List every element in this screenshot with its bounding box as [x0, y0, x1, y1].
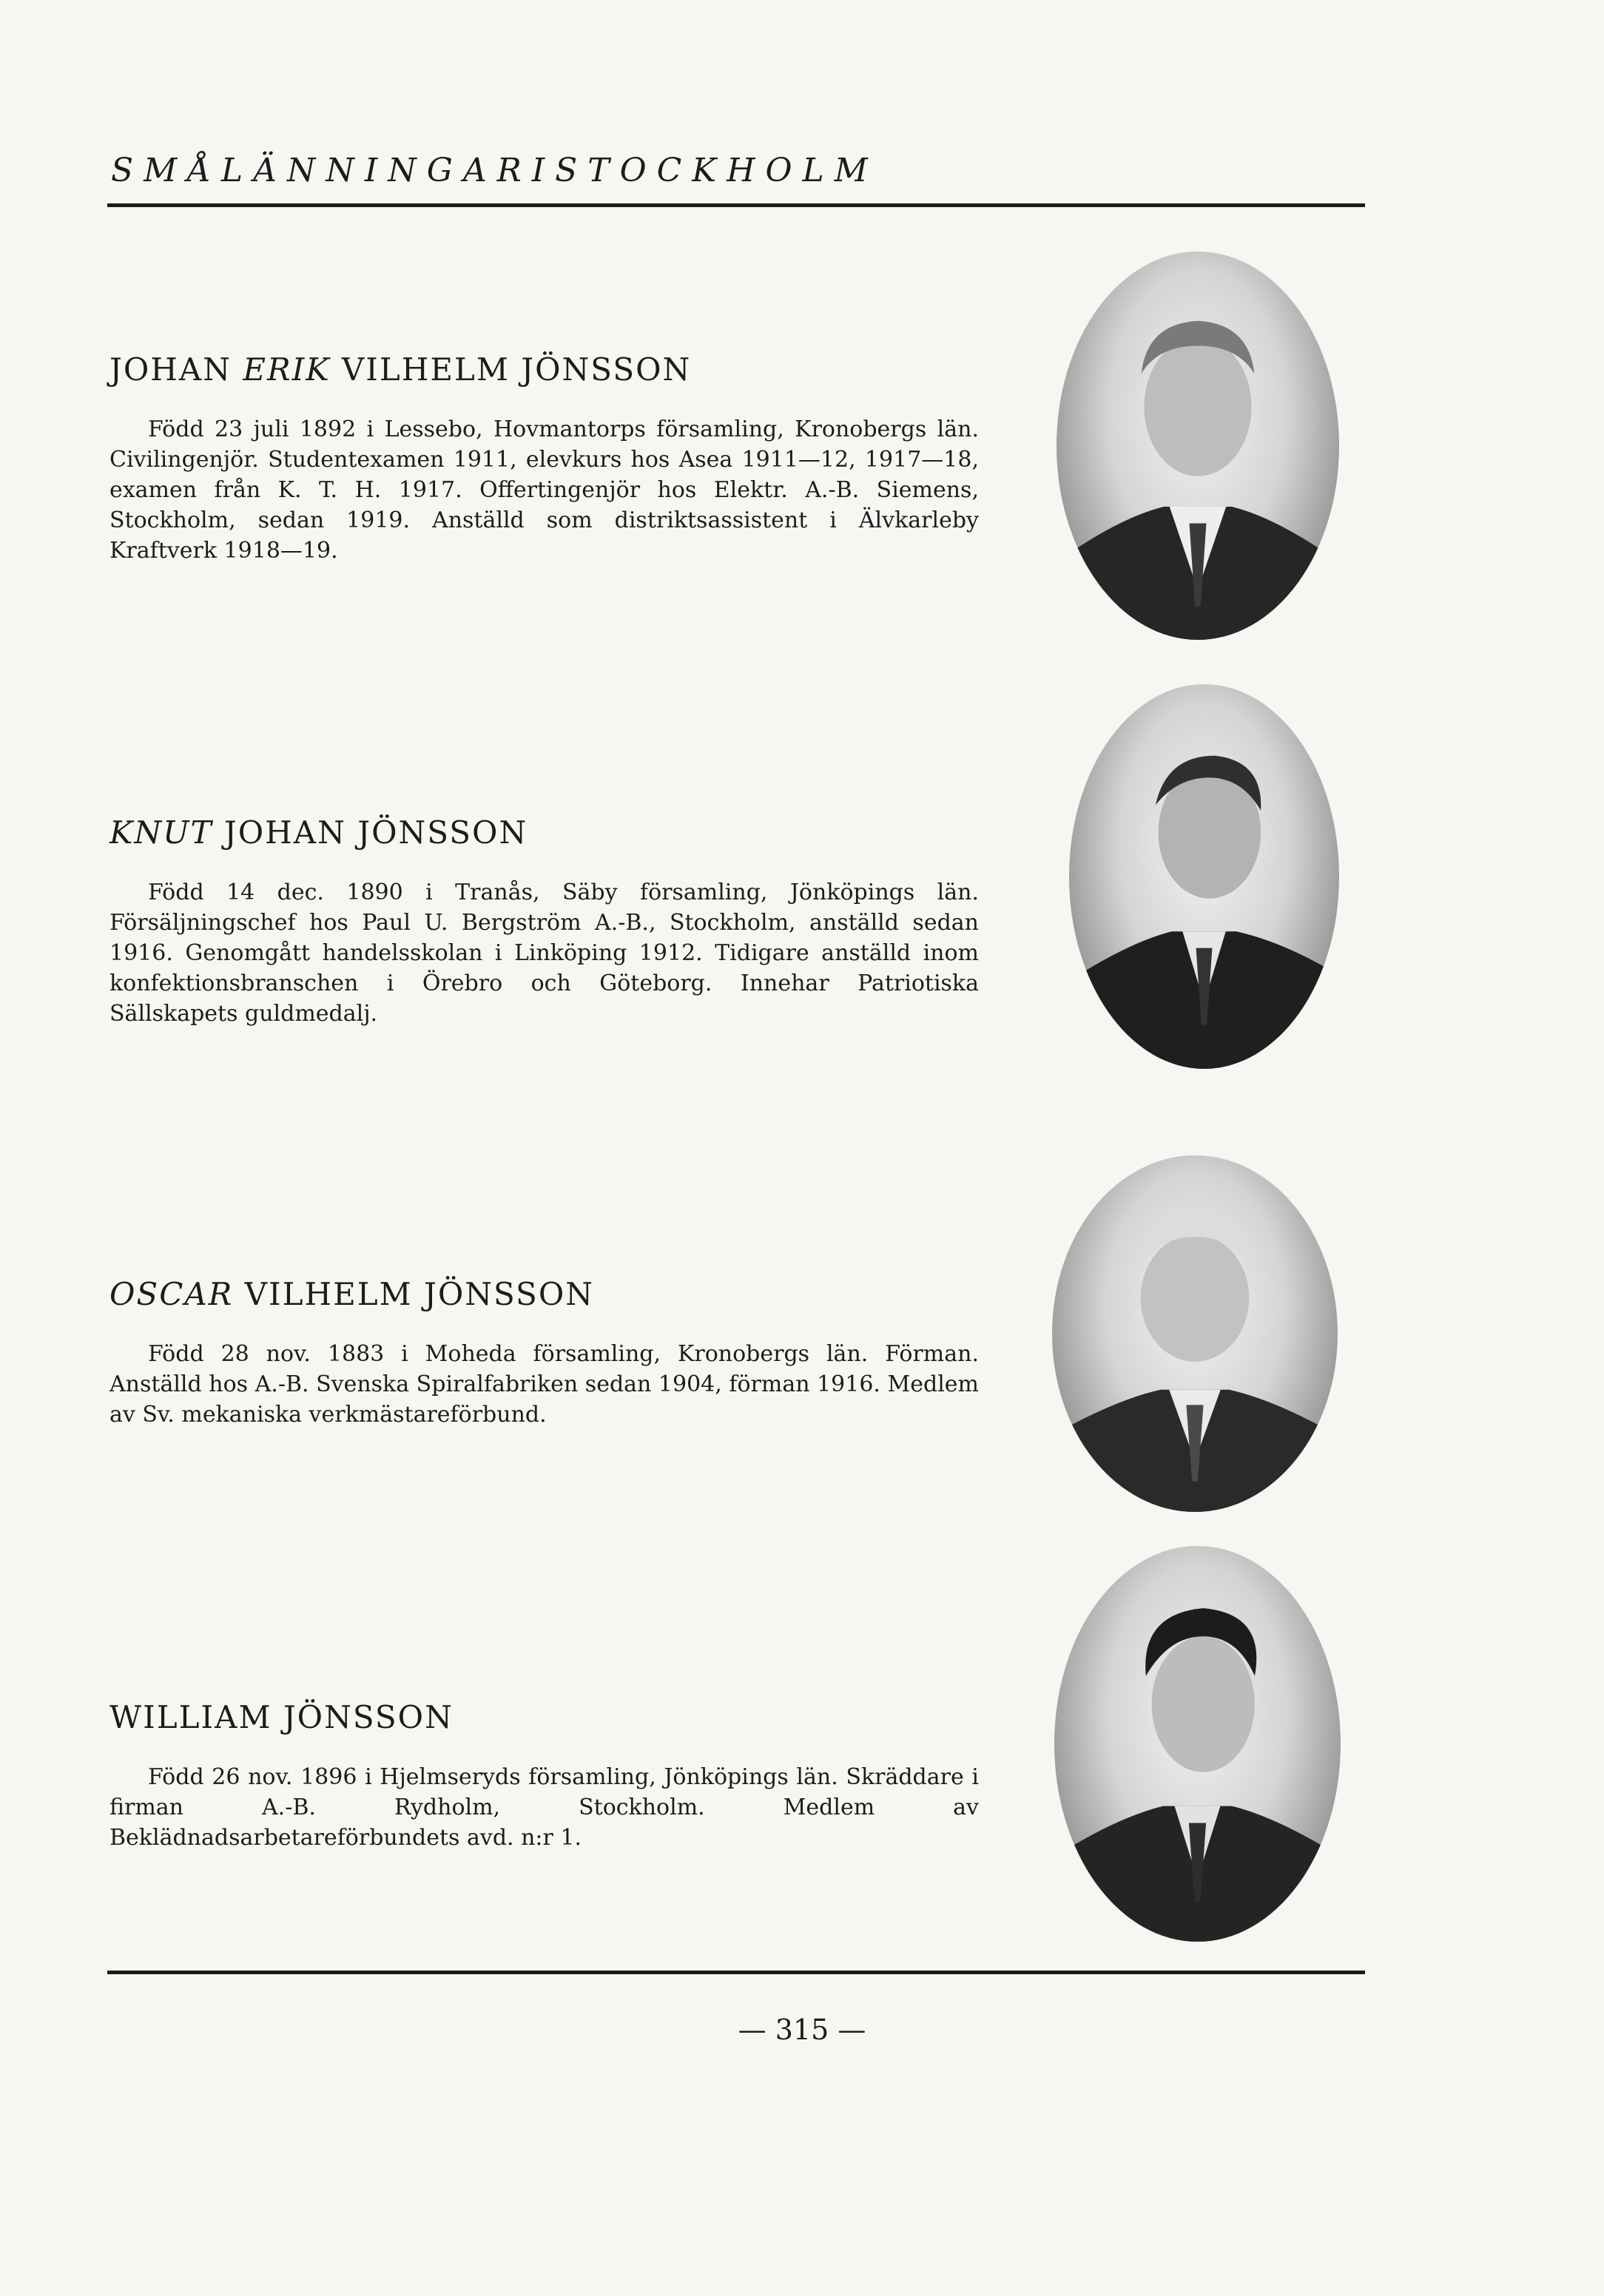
biography-entry	[109, 1250, 979, 1430]
biography-text: Född 28 nov. 1883 i Moheda församling, Kronobergs län. Förman. Anställd hos A.-B. Svenska Spiralfabriken sedan 1904, förman 1916. Medlem av Sv. mekaniska verkmästareförbund.	[109, 1340, 979, 1428]
running-title: S M Å L Ä N N I N G A R I S T O C K H O L M	[111, 152, 868, 189]
biography-text: Född 23 juli 1892 i Lessebo, Hovmantorps församling, Kronobergs län. Civilingenjör. Studentexamen 1911, elevkurs hos Asea 1911—12, 1917—18, examen från K. T. H. 1917. Offertingenjör hos Elektr. A.-B. Siemens, Stockholm, sedan 1919. Anställd som distriktsassistent i Älvkarleby Kraftverk 1918—19.	[109, 416, 979, 564]
biography-text: Född 26 nov. 1896 i Hjelmseryds församling, Jönköpings län. Skräddare i firman A.-B. Rydholm, Stockholm. Medlem av Beklädnadsarbetareförbundets avd. n:r 1.	[109, 1763, 979, 1851]
person-name: KNUT JOHAN JÖNSSON	[109, 814, 528, 851]
header-rule	[107, 203, 1365, 207]
person-name: JOHAN ERIK VILHELM JÖNSSON	[109, 351, 692, 388]
biography-entry	[109, 325, 979, 566]
footer-rule	[107, 1971, 1365, 1974]
person-name: OSCAR VILHELM JÖNSSON	[109, 1275, 595, 1312]
person-name: WILLIAM JÖNSSON	[109, 1698, 454, 1735]
portrait-photo	[1069, 684, 1339, 1069]
page-number: — 315 —	[738, 2013, 866, 2046]
biography-entry	[109, 789, 979, 1029]
biography-text: Född 14 dec. 1890 i Tranås, Säby församling, Jönköpings län. Försäljningschef hos Paul U. Bergström A.-B., Stockholm, anställd sedan 1916. Genomgått handelsskolan i Linköping 1912. Tidigare anställd inom konfektionsbranschen i Örebro och Göteborg. Innehar Patriotiska Sällskapets guldmedalj.	[109, 879, 979, 1027]
biography-entry	[109, 1673, 979, 1853]
portrait-photo	[1054, 1546, 1341, 1942]
portrait-photo	[1052, 1155, 1338, 1512]
portrait-photo	[1057, 251, 1339, 640]
